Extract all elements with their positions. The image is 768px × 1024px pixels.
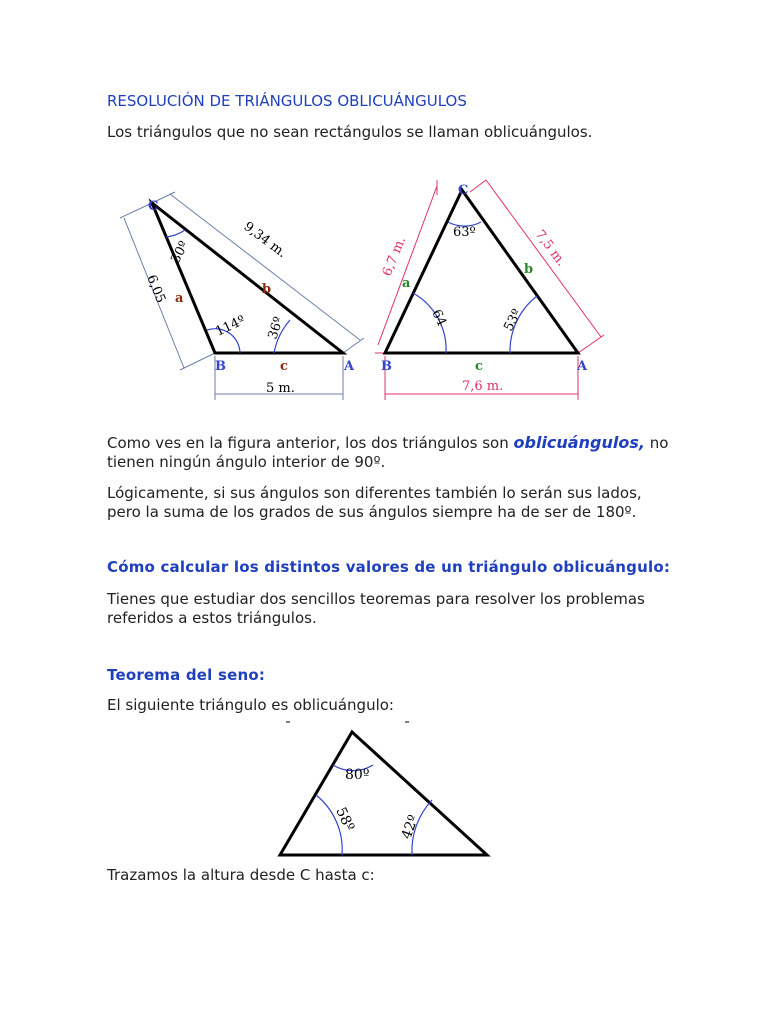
left-vertex-a: A <box>344 359 355 374</box>
right-angle-b: 64 <box>428 307 449 329</box>
left-len-b: 9,34 m. <box>240 219 290 262</box>
right-side-c: c <box>475 359 483 374</box>
para1-line2: tienen ningún ángulo interior de 90º. <box>107 453 386 471</box>
para2-line1: Lógicamente, si sus ángulos son diferentes también lo serán sus lados, <box>107 484 642 502</box>
para1-after: no <box>644 434 669 452</box>
page-title: RESOLUCIÓN DE TRIÁNGULOS OBLICUÁNGULOS <box>107 92 467 110</box>
right-vertex-a: A <box>577 359 588 374</box>
heading-teorema-seno: Teorema del seno: <box>107 666 266 684</box>
left-len-c: 5 m. <box>266 381 295 396</box>
left-vertex-c: C <box>148 199 159 214</box>
figure-triangle-seno <box>270 715 500 865</box>
right-angle-c: 63º <box>453 225 476 240</box>
para4-text: El siguiente triángulo es oblicuángulo: <box>107 696 394 714</box>
fig2-angle-right: 42º <box>398 812 423 842</box>
right-len-c: 7,6 m. <box>462 379 504 394</box>
right-len-a: 6,7 m. <box>379 234 410 279</box>
left-vertex-b: B <box>215 359 226 374</box>
emphasis-oblicuangulos: oblicuángulos, <box>513 433 645 452</box>
figure-two-triangles <box>100 175 620 405</box>
right-side-b: b <box>524 262 534 277</box>
right-vertex-c: C <box>458 183 469 198</box>
left-angle-c: 30º <box>168 238 193 266</box>
fig2-angle-top: 80º <box>345 767 370 783</box>
para-oblicuangulos <box>107 433 707 453</box>
right-side-a: a <box>402 276 411 291</box>
left-side-a: a <box>175 291 184 306</box>
left-angle-a: 36º <box>265 315 287 342</box>
para1-before: Como ves en la figura anterior, los dos triángulos son <box>107 434 514 452</box>
right-triangle <box>375 180 604 400</box>
right-len-b: 7,5 m. <box>531 227 569 270</box>
left-side-c: c <box>280 359 288 374</box>
left-len-a: 6,05 <box>143 272 169 306</box>
para2-line2: pero la suma de los grados de sus ángulos siempre ha de ser de 180º. <box>107 503 637 521</box>
para3-line2: referidos a estos triángulos. <box>107 609 317 627</box>
right-vertex-b: B <box>381 359 392 374</box>
para5-text: Trazamos la altura desde C hasta c: <box>107 866 375 884</box>
right-angle-a: 53º <box>501 306 526 334</box>
intro-text: Los triángulos que no sean rectángulos se llaman oblicuángulos. <box>107 123 593 141</box>
left-side-b: b <box>262 282 272 297</box>
left-angle-b: 114º <box>213 312 248 340</box>
heading-calcular: Cómo calcular los distintos valores de un triángulo oblicuángulo: <box>107 558 671 576</box>
fig2-angle-left: 58º <box>332 804 358 834</box>
left-triangle <box>120 192 364 400</box>
para3-line1: Tienes que estudiar dos sencillos teoremas para resolver los problemas <box>107 590 645 608</box>
